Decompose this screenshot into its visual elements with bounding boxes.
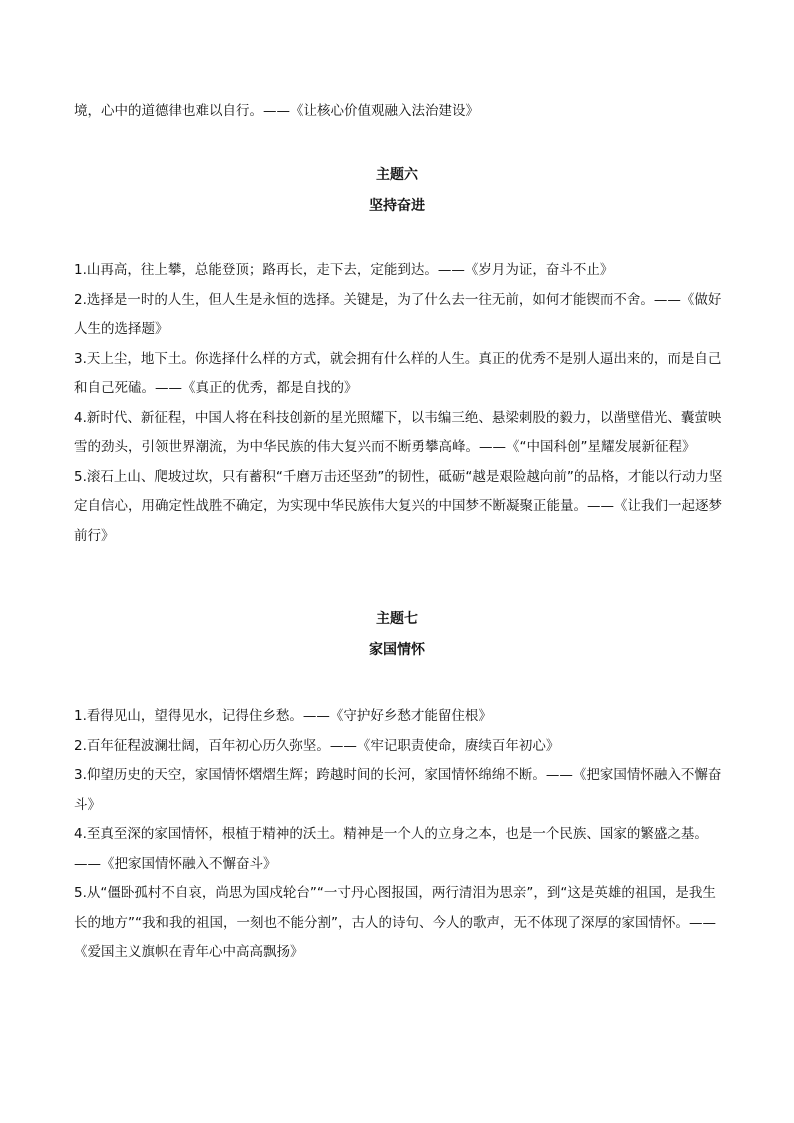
section6-item-2: 2.选择是一时的人生，但人生是永恒的选择。关键是，为了什么去一往无前，如何才能锲而不舍。——《做好人生的选择题》 [74,291,722,337]
section7-item-3: 3.仰望历史的天空，家国情怀熠熠生辉；跨越时间的长河，家国情怀绵绵不断。——《把家国情怀融入不懈奋斗》 [74,767,722,813]
section7-list [74,702,724,968]
intro-paragraph-block [74,97,724,127]
section7-theme-heading: 主题七 [376,611,418,627]
section7-item-1: 1.看得见山，望得见水，记得住乡愁。——《守护好乡愁才能留住根》 [74,708,492,724]
section6-list [74,256,724,551]
section7-item-4: 4.至真至深的家国情怀，根植于精神的沃土。精神是一个人的立身之本，也是一个民族、国家的繁盛之基。——《把家国情怀融入不懈奋斗》 [74,826,708,872]
intro-paragraph: 境，心中的道德律也难以自行。——《让核心价值观融入法治建设》 [74,103,479,119]
section6-item-4: 4.新时代、新征程，中国人将在科技创新的星光照耀下，以韦编三绝、悬梁刺股的毅力，以凿壁借光、囊萤映雪的劲头，引领世界潮流，为中华民族的伟大复兴而不断勇攀高峰。——《“中国科创”星耀发展新征程》 [74,409,722,455]
section7-title-heading: 家国情怀 [369,642,425,658]
section6-theme-heading: 主题六 [376,167,418,183]
section6-title-heading: 坚持奋进 [369,198,425,214]
section6-item-5: 5.滚石上山、爬坡过坎，只有蓄积“千磨万击还坚劲”的韧性，砥砺“越是艰险越向前”的品格，才能以行动力坚定自信心，用确定性战胜不确定，为实现中华民族伟大复兴的中国梦不断凝聚正能量。——《让我们一起逐梦前行》 [74,468,723,544]
section6-item-3: 3.天上尘，地下土。你选择什么样的方式，就会拥有什么样的人生。真正的优秀不是别人逼出来的，而是自己和自己死磕。——《真正的优秀，都是自找的》 [74,350,722,396]
section6-item-1: 1.山再高，往上攀，总能登顶；路再长，走下去，定能到达。——《岁月为证，奋斗不止》 [74,262,614,278]
section7-item-2: 2.百年征程波澜壮阔，百年初心历久弥坚。——《牢记职责使命，赓续百年初心》 [74,737,560,754]
section7-item-5: 5.从“僵卧孤村不自哀，尚思为国戍轮台”“一寸丹心图报国，两行清泪为思亲”，到“这是英雄的祖国，是我生长的地方”“我和我的祖国，一刻也不能分割”，古人的诗句、今人的歌声，无不体现了深厚的家国情怀。——《爱国主义旗帜在青年心中高高飘扬》 [74,885,716,960]
